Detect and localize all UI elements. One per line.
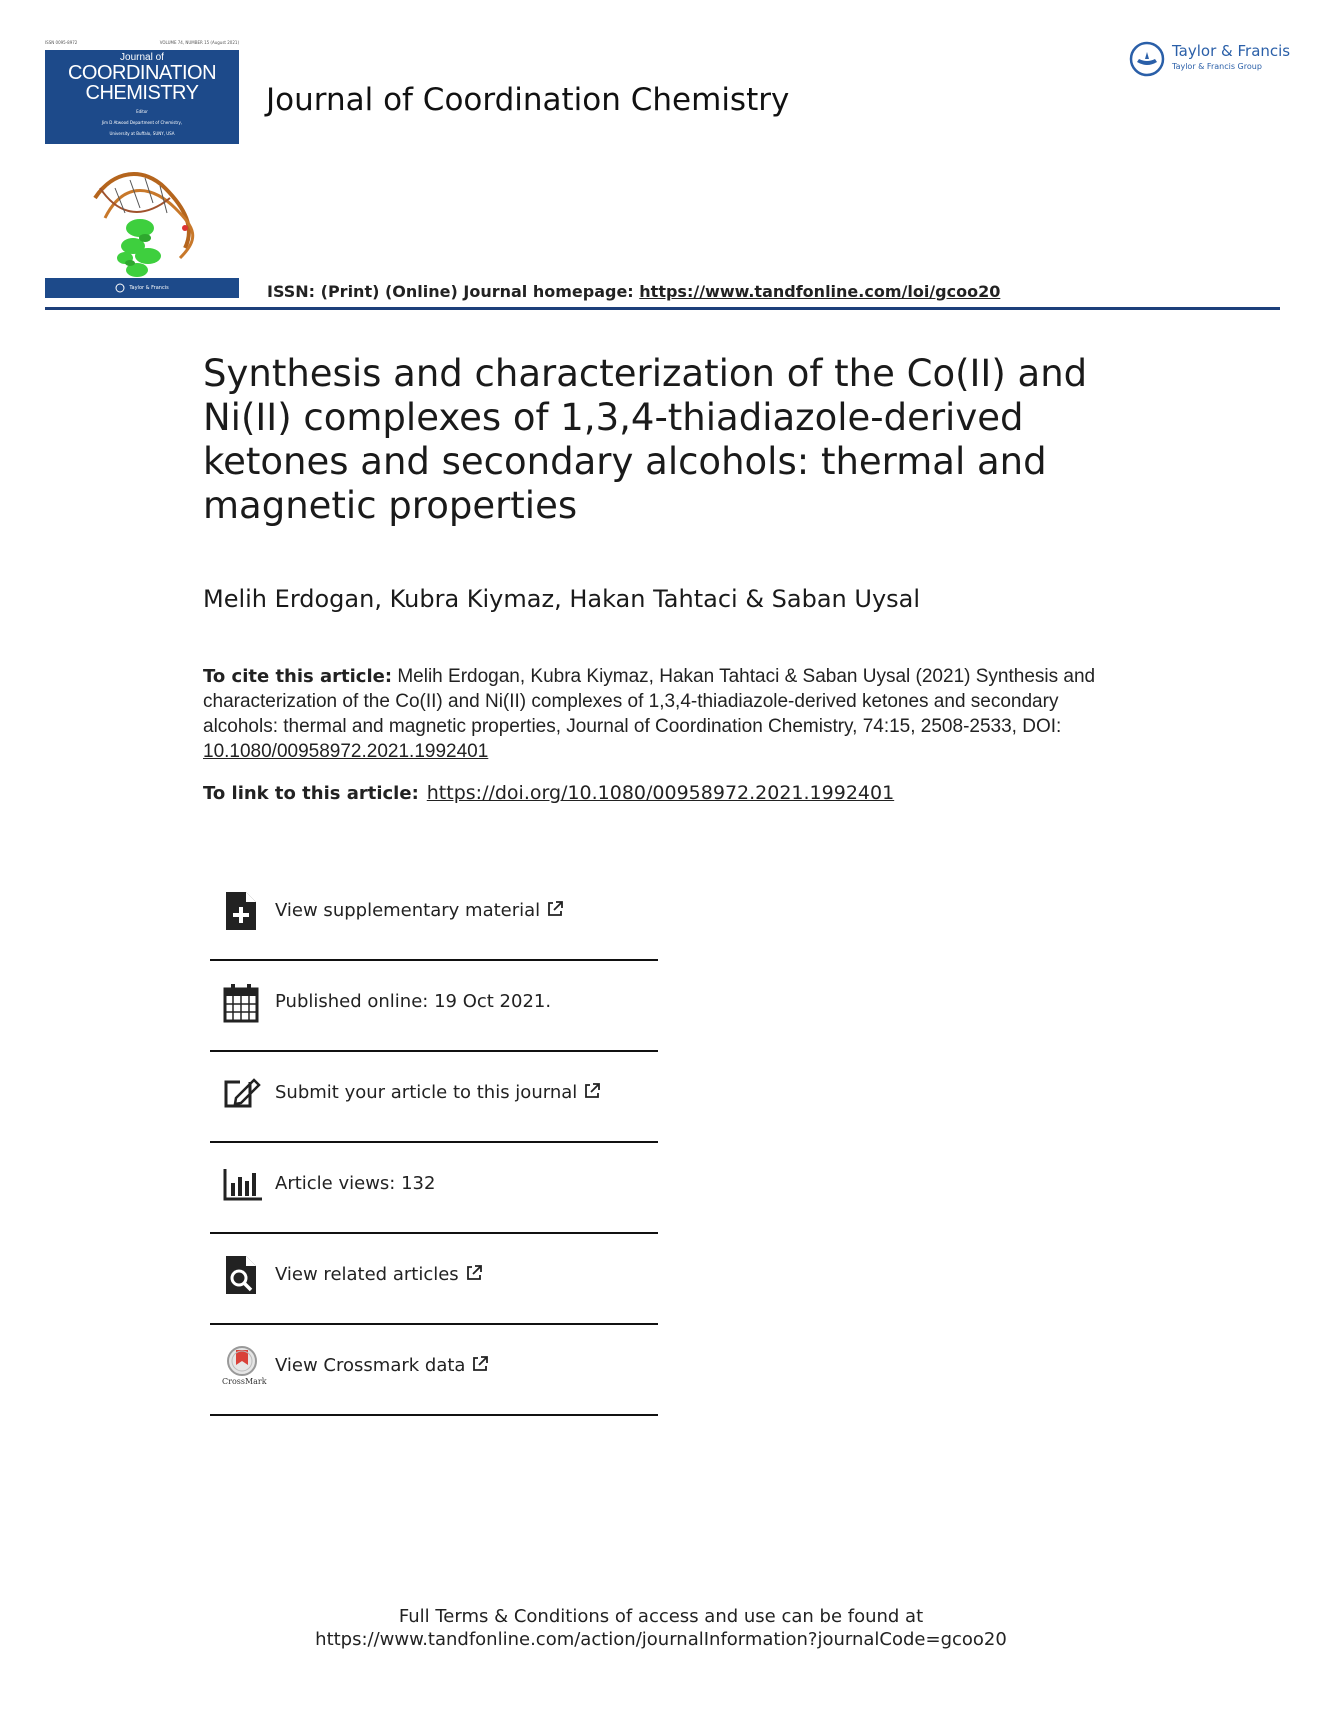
link-label: Article views: 132	[275, 1173, 436, 1194]
link-published-online	[210, 961, 658, 1052]
external-link-icon	[465, 1264, 483, 1282]
publisher-group: Taylor & Francis Group	[1172, 62, 1262, 71]
link-label: View Crossmark data	[275, 1355, 466, 1376]
issn-text: ISSN: (Print) (Online) Journal homepage:	[267, 282, 640, 301]
edit-icon	[222, 1072, 262, 1116]
link-article-views	[210, 1143, 658, 1234]
cover-journal-of: Journal of	[120, 52, 164, 63]
footer-terms	[0, 1605, 1322, 1651]
link-label: View supplementary material	[275, 900, 541, 921]
cover-line2: CHEMISTRY	[85, 82, 199, 104]
link-submit-article[interactable]	[210, 1052, 658, 1143]
crossmark-icon	[222, 1345, 267, 1389]
citation-block	[203, 664, 1133, 764]
journal-cover	[45, 40, 239, 298]
bar-chart-icon	[222, 1163, 262, 1207]
cover-volume: VOLUME 74, NUMBER 15 (August 2021)	[159, 40, 239, 45]
cover-editor-line2: University at Buffalo, SUNY, USA	[109, 131, 175, 136]
crossmark-label: CrossMark	[222, 1377, 267, 1386]
footer-line1: Full Terms & Conditions of access and use can be found at	[398, 1606, 924, 1627]
journal-homepage-link[interactable]: https://www.tandfonline.com/loi/gcoo20	[639, 282, 1001, 301]
cover-line1: COORDINATION	[67, 62, 217, 84]
article-links-list	[210, 870, 658, 1416]
cover-editor-line1: Jim D Atwood Department of Chemistry,	[101, 120, 183, 125]
file-plus-icon	[222, 890, 262, 934]
cover-publisher: Taylor & Francis	[129, 285, 169, 291]
external-link-icon	[471, 1355, 489, 1373]
citation-doi-link[interactable]: 10.1080/00958972.2021.1992401	[203, 741, 489, 762]
citation-text: Melih Erdogan, Kubra Kiymaz, Hakan Tahtaci & Saban Uysal (2021) Synthesis and characterization of the Co(II) and Ni(II) complexes of 1,3,4-thiadiazole-derived ketones and secondary alcohols: thermal and magnetic properties, Journal of Coordination Chemistry, 74:15, 2508-2533, DOI:	[203, 666, 1096, 737]
journal-title: Journal of Coordination Chemistry	[266, 82, 790, 118]
publisher-logo[interactable]	[1128, 40, 1291, 80]
link-label: Submit your article to this journal	[275, 1082, 578, 1103]
cover-title-band	[45, 50, 239, 144]
article-title: Synthesis and characterization of the Co(II) and Ni(II) complexes of 1,3,4-thiadiazole-derived ketones and secondary alcohols: thermal and magnetic properties	[203, 352, 1088, 527]
cover-publisher-icon	[115, 283, 125, 293]
header-divider	[45, 307, 1280, 310]
calendar-icon	[222, 981, 262, 1025]
article-authors: Melih Erdogan, Kubra Kiymaz, Hakan Tahtaci & Saban Uysal	[203, 585, 921, 613]
link-related-articles[interactable]	[210, 1234, 658, 1325]
lamp-logo-icon	[1128, 40, 1166, 78]
link-crossmark[interactable]	[210, 1325, 658, 1416]
external-link-icon	[546, 900, 564, 918]
publisher-name: Taylor & Francis	[1172, 42, 1291, 60]
citation-label: To cite this article:	[203, 666, 393, 687]
file-search-icon	[222, 1254, 262, 1298]
cover-issn: ISSN 0095-8972	[45, 40, 78, 45]
link-label: Published online: 19 Oct 2021.	[275, 991, 552, 1012]
external-link-icon	[583, 1082, 601, 1100]
link-supplementary-material[interactable]	[210, 870, 658, 961]
link-label: View related articles	[275, 1264, 459, 1285]
cover-editor-label: Editor	[136, 109, 148, 114]
footer-url[interactable]: https://www.tandfonline.com/action/journalInformation?journalCode=gcoo20	[315, 1629, 1007, 1650]
cover-top-line	[45, 40, 239, 48]
issn-line	[267, 282, 1000, 301]
article-doi-url[interactable]: https://doi.org/10.1080/00958972.2021.1992401	[426, 782, 895, 804]
cover-molecule-image	[85, 148, 205, 298]
article-link-line	[203, 782, 894, 804]
cover-publisher-band	[45, 278, 239, 298]
article-link-label: To link to this article:	[203, 783, 419, 804]
